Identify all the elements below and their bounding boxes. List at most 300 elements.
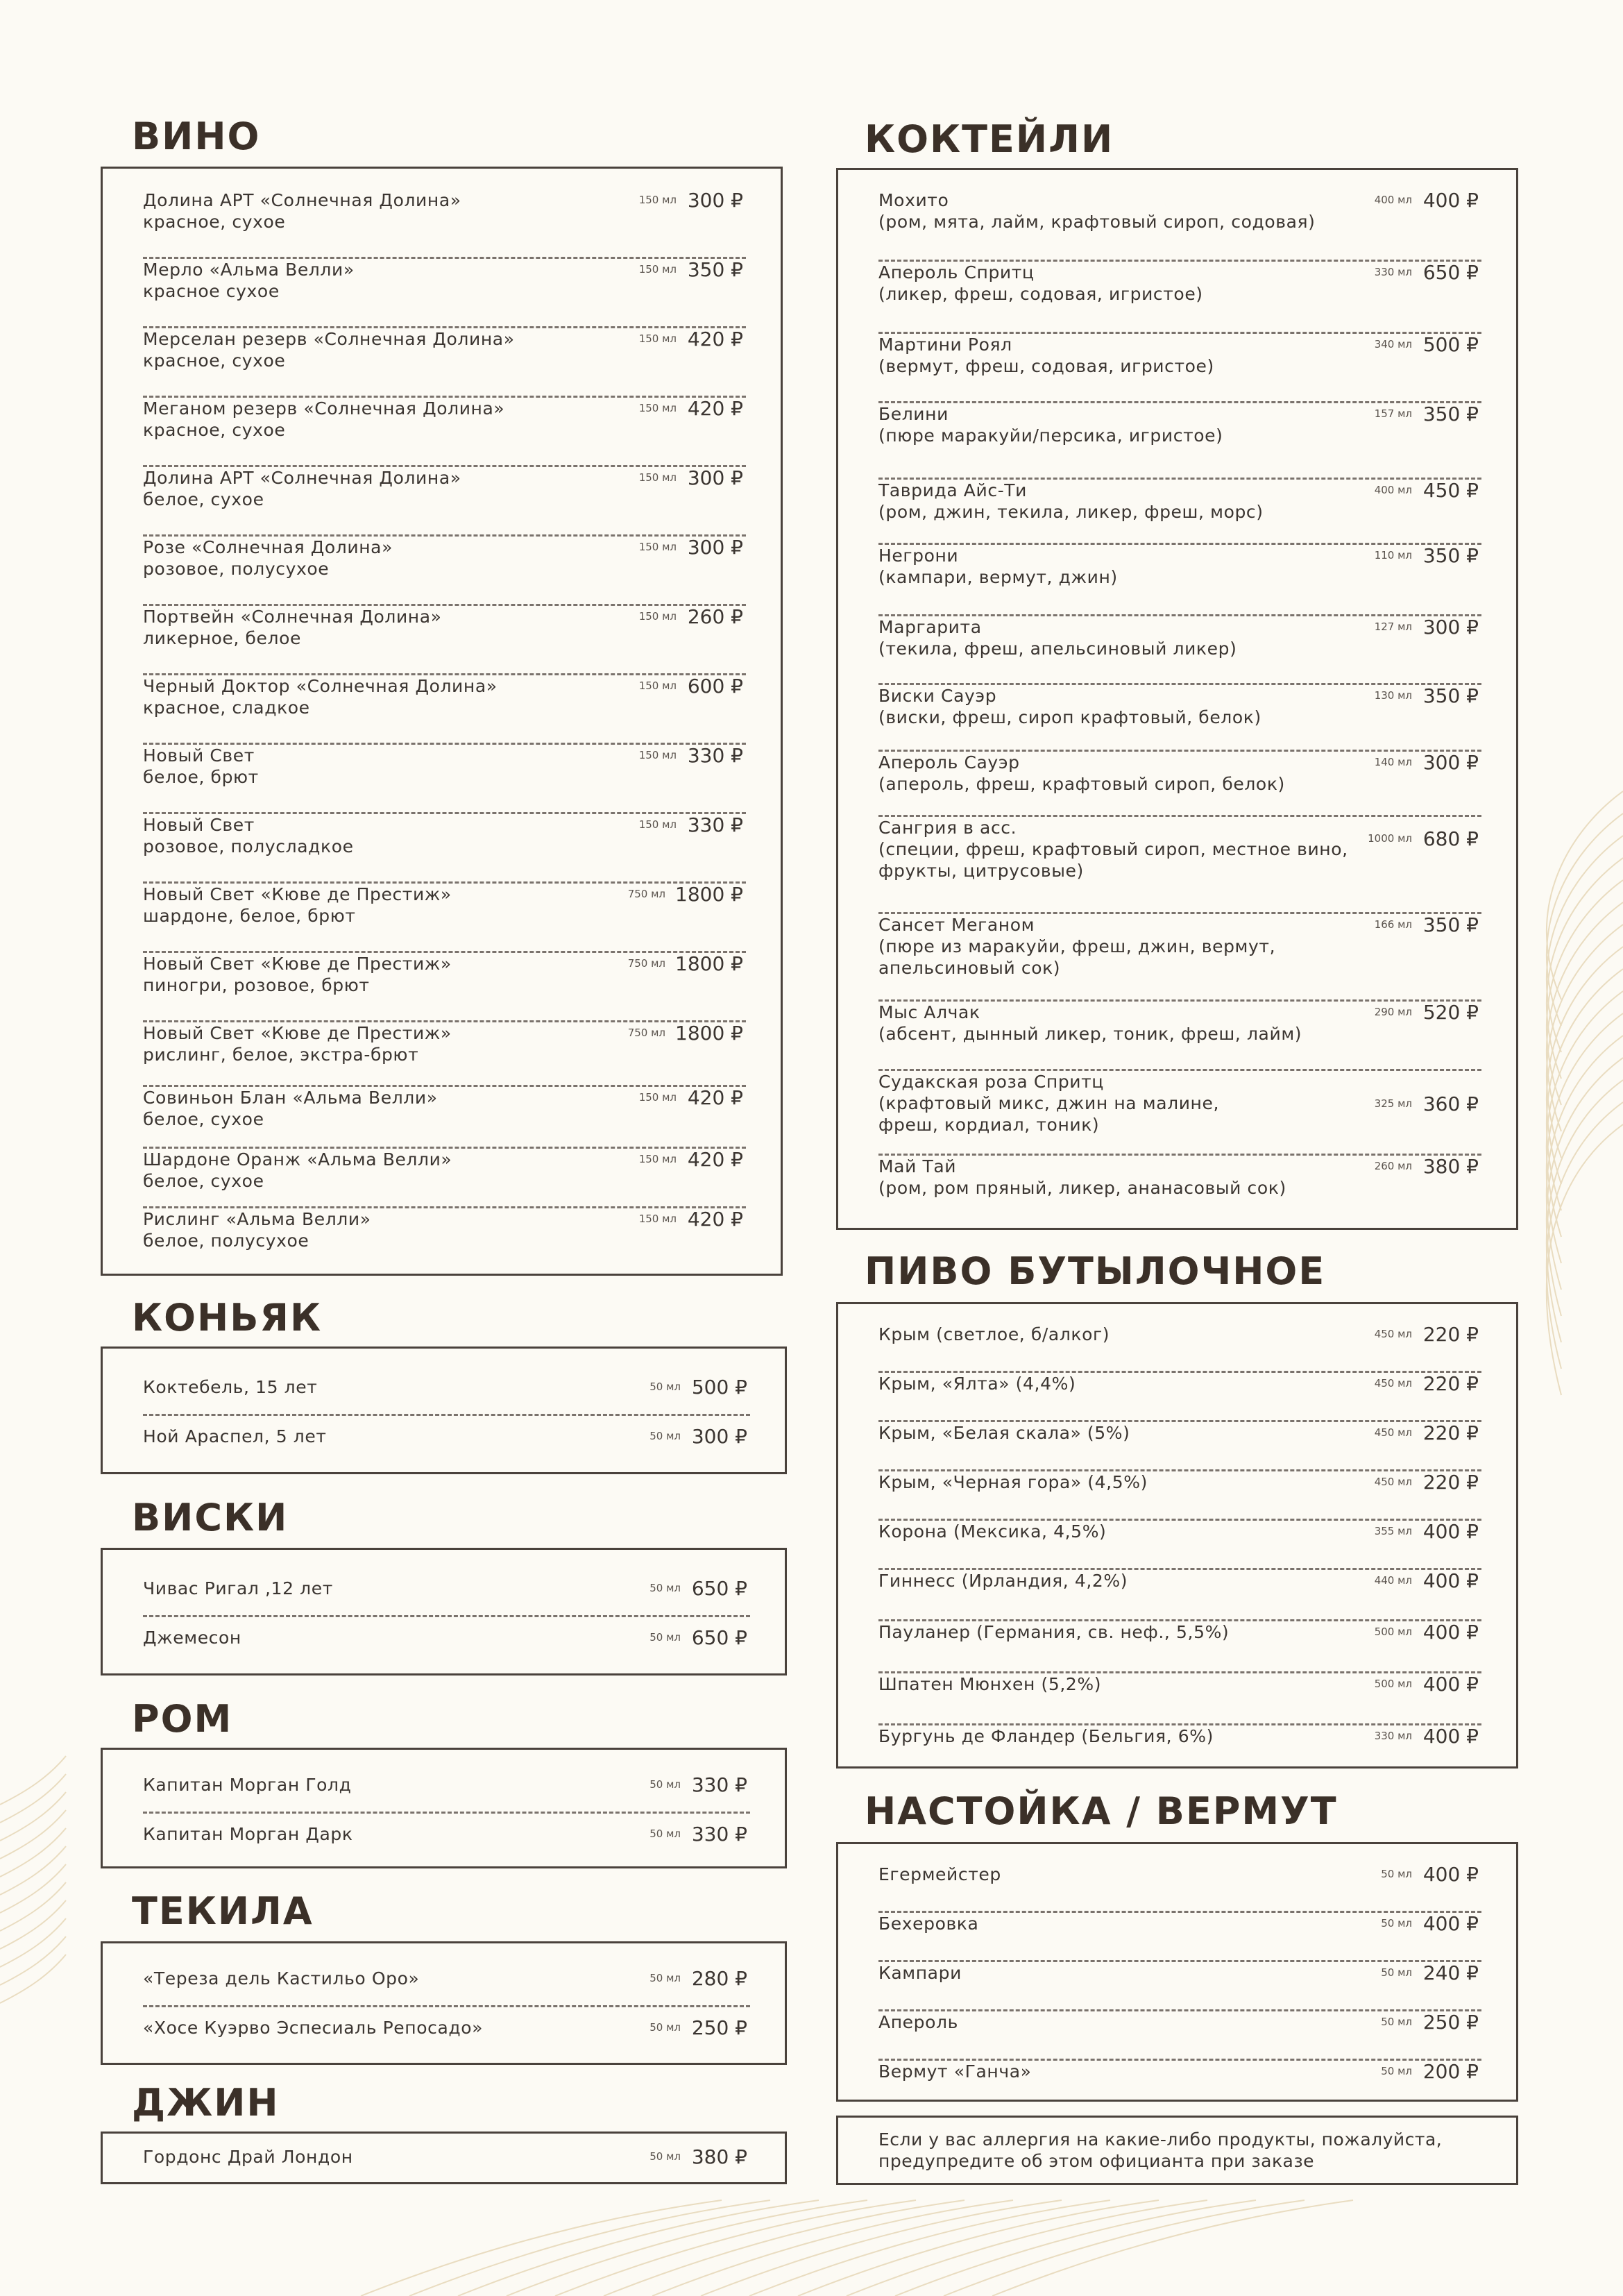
tincture-item-info <box>878 2011 1381 2033</box>
item-name: Сансет Меганом <box>878 915 1035 935</box>
item-volume: 500 мл <box>1374 1626 1412 1638</box>
item-volume: 400 мл <box>1374 484 1412 496</box>
cocktails-item-info <box>878 685 1375 728</box>
beer-item-info <box>878 1324 1375 1345</box>
item-name: Егермейстер <box>878 1864 1001 1884</box>
item-price: 350 ₽ <box>1422 684 1479 707</box>
item-description: белое, брют <box>143 767 259 787</box>
item-price: 250 ₽ <box>1422 2011 1479 2034</box>
wine-item <box>103 1208 781 1264</box>
item-description: (крафтовый микс, джин на малине, фреш, кордиал, тоник) <box>878 1093 1220 1135</box>
cocktails-item-info <box>878 752 1375 795</box>
item-price: 240 ₽ <box>1422 1961 1479 1984</box>
wine-item <box>103 1087 781 1149</box>
tequila-item-info <box>143 1968 649 1989</box>
item-name: Виски Сауэр <box>878 686 997 706</box>
cocktails-item <box>838 480 1516 545</box>
item-name: Крым, «Ялта» (4,4%) <box>878 1374 1076 1394</box>
cocktails-item <box>838 403 1516 480</box>
cognac-item <box>103 1426 785 1460</box>
item-volume: 50 мл <box>649 1631 681 1644</box>
item-price: 420 ₽ <box>687 397 743 420</box>
item-volume: 50 мл <box>1381 1868 1412 1880</box>
item-name: Май Тай <box>878 1156 957 1176</box>
item-volume: 50 мл <box>649 2150 681 2163</box>
item-price: 500 ₽ <box>691 1376 747 1399</box>
item-description: белое, сухое <box>143 1109 264 1129</box>
item-name: Чивас Ригал ,12 лет <box>143 1578 333 1598</box>
tequila-item-info <box>143 2017 649 2038</box>
wine-item <box>103 953 781 1022</box>
cocktails-title: КОКТЕЙЛИ <box>865 117 1114 161</box>
gin-title: ДЖИН <box>132 2081 280 2125</box>
item-volume: 150 мл <box>638 749 677 761</box>
item-volume: 150 мл <box>638 1153 677 1165</box>
item-name: Бехеровка <box>878 1914 979 1934</box>
wine-item <box>103 537 781 606</box>
item-name: Крым, «Белая скала» (5%) <box>878 1423 1130 1443</box>
wine-title: ВИНО <box>132 115 261 158</box>
item-price: 400 ₽ <box>1422 1725 1479 1748</box>
cocktails-item <box>838 817 1516 914</box>
item-price: 350 ₽ <box>1422 913 1479 936</box>
cocktails-item-info <box>878 1002 1375 1045</box>
cognac-item-info <box>143 1426 649 1447</box>
whisky-item-info <box>143 1578 649 1599</box>
item-name: Капитан Морган Голд <box>143 1775 352 1795</box>
item-name: Судакская роза Спритц <box>878 1072 1104 1092</box>
item-description: (вермут, фреш, содовая, игристое) <box>878 356 1214 376</box>
item-name: Черный Доктор «Солнечная Долина» <box>143 676 498 696</box>
item-price: 1800 ₽ <box>675 1022 743 1045</box>
item-volume: 150 мл <box>638 332 677 345</box>
item-name: Гиннесс (Ирландия, 4,2%) <box>878 1571 1128 1591</box>
item-name: Крым (светлое, б/алког) <box>878 1324 1110 1344</box>
item-price: 220 ₽ <box>1422 1421 1479 1444</box>
item-price: 380 ₽ <box>691 2145 747 2168</box>
item-price: 350 ₽ <box>687 258 743 281</box>
item-description: (пюре из маракуйи, фреш, джин, вермут, апельсиновый сок) <box>878 936 1276 978</box>
wine-item-info <box>143 884 628 927</box>
item-volume: 50 мл <box>1381 1917 1412 1930</box>
item-description: пиногри, розовое, брют <box>143 975 370 995</box>
beer-item <box>838 1324 1516 1373</box>
cocktails-item <box>838 334 1516 403</box>
item-price: 300 ₽ <box>687 189 743 212</box>
item-volume: 130 мл <box>1374 689 1412 702</box>
rum-title: РОМ <box>132 1697 233 1741</box>
item-description: (специи, фреш, крафтовый сироп, местное вино, фрукты, цитрусовые) <box>878 839 1348 881</box>
item-volume: 1000 мл <box>1368 832 1412 845</box>
beer-list <box>836 1302 1518 1769</box>
item-volume: 330 мл <box>1374 266 1412 278</box>
beer-item <box>838 1725 1516 1760</box>
item-volume: 750 мл <box>627 957 666 970</box>
item-price: 520 ₽ <box>1422 1001 1479 1024</box>
tincture-item <box>838 2011 1516 2061</box>
rum-list <box>101 1748 787 1868</box>
beer-item-info <box>878 1570 1375 1592</box>
beer-item-info <box>878 1621 1375 1643</box>
item-volume: 127 мл <box>1374 621 1412 633</box>
cocktails-item <box>838 189 1516 262</box>
item-price: 600 ₽ <box>687 675 743 698</box>
beer-item <box>838 1521 1516 1570</box>
item-name: Джемесон <box>143 1628 241 1648</box>
item-volume: 400 мл <box>1374 194 1412 206</box>
item-description: белое, сухое <box>143 489 264 509</box>
cocktails-item-info <box>878 616 1375 659</box>
item-price: 650 ₽ <box>1422 261 1479 284</box>
item-description: (ром, ром пряный, ликер, ананасовый сок) <box>878 1178 1286 1198</box>
item-price: 300 ₽ <box>1422 616 1479 639</box>
item-name: Апероль Сауэр <box>878 752 1020 773</box>
item-description: розовое, полусладкое <box>143 836 354 856</box>
whisky-item-info <box>143 1627 649 1648</box>
item-name: Маргарита <box>878 617 982 637</box>
cocktails-list <box>836 168 1518 1230</box>
item-name: Корона (Мексика, 4,5%) <box>878 1521 1107 1542</box>
whisky-title: ВИСКИ <box>132 1496 289 1539</box>
wine-item-info <box>143 1149 639 1192</box>
item-name: Новый Свет <box>143 815 255 835</box>
wine-item-info <box>143 1208 639 1251</box>
item-name: Мартини Роял <box>878 335 1012 355</box>
item-name: «Хосе Куэрво Эспесиаль Репосадо» <box>143 2018 484 2038</box>
item-description: красное, сухое <box>143 351 286 371</box>
wine-item-info <box>143 467 639 510</box>
wine-item <box>103 1022 781 1087</box>
item-price: 200 ₽ <box>1422 2060 1479 2083</box>
item-volume: 50 мл <box>649 1582 681 1594</box>
item-price: 250 ₽ <box>691 2016 747 2039</box>
item-volume: 500 мл <box>1374 1678 1412 1690</box>
item-price: 450 ₽ <box>1422 479 1479 502</box>
item-volume: 450 мл <box>1374 1377 1412 1390</box>
item-price: 220 ₽ <box>1422 1372 1479 1395</box>
beer-item-info <box>878 1725 1375 1747</box>
wine-item-info <box>143 189 639 233</box>
item-volume: 355 мл <box>1374 1525 1412 1537</box>
beer-item <box>838 1673 1516 1725</box>
item-price: 300 ₽ <box>687 466 743 489</box>
cognac-item <box>103 1376 785 1416</box>
item-name: Мохито <box>878 190 949 210</box>
item-volume: 150 мл <box>638 610 677 623</box>
item-description: (ликер, фреш, содовая, игристое) <box>878 284 1203 304</box>
beer-item-info <box>878 1422 1375 1444</box>
item-volume: 150 мл <box>638 194 677 206</box>
item-price: 680 ₽ <box>1422 827 1479 850</box>
item-description: красное, сладкое <box>143 698 310 718</box>
wine-item-info <box>143 1087 639 1130</box>
wine-item <box>103 259 781 328</box>
rum-item-info <box>143 1823 649 1845</box>
item-volume: 440 мл <box>1374 1574 1412 1587</box>
cocktails-item-info <box>878 914 1375 979</box>
item-price: 420 ₽ <box>687 1208 743 1231</box>
cocktails-item-info <box>878 189 1375 233</box>
item-name: Апероль <box>878 2012 958 2032</box>
gin-list <box>101 2132 787 2184</box>
item-description: рислинг, белое, экстра-брют <box>143 1045 419 1065</box>
wine-item-info <box>143 259 639 302</box>
item-name: Вермут «Ганча» <box>878 2061 1032 2082</box>
wine-item <box>103 1149 781 1208</box>
item-name: Негрони <box>878 546 959 566</box>
item-volume: 150 мл <box>638 679 677 692</box>
beer-item <box>838 1422 1516 1471</box>
beer-item-info <box>878 1521 1375 1542</box>
item-name: Бургунь де Фландер (Бельгия, 6%) <box>878 1726 1214 1746</box>
item-price: 360 ₽ <box>1422 1092 1479 1115</box>
item-price: 380 ₽ <box>1422 1155 1479 1178</box>
cocktails-item-info <box>878 1156 1375 1199</box>
item-name: Совиньон Блан «Альма Велли» <box>143 1088 438 1108</box>
item-volume: 325 мл <box>1374 1097 1412 1110</box>
item-description: красное, сухое <box>143 420 286 440</box>
item-volume: 450 мл <box>1374 1476 1412 1488</box>
item-name: Ной Араспел, 5 лет <box>143 1426 327 1446</box>
item-description: (виски, фреш, сироп крафтовый, белок) <box>878 707 1261 727</box>
tincture-item <box>838 1864 1516 1913</box>
whisky-item <box>103 1627 785 1662</box>
beer-item <box>838 1570 1516 1621</box>
rum-item <box>103 1823 785 1858</box>
item-volume: 150 мл <box>638 541 677 553</box>
item-description: красное сухое <box>143 281 280 301</box>
cocktails-item <box>838 545 1516 616</box>
item-volume: 50 мл <box>649 2021 681 2034</box>
wine-item-info <box>143 537 639 580</box>
item-name: Мыс Алчак <box>878 1002 980 1022</box>
item-price: 400 ₽ <box>1422 1520 1479 1543</box>
wine-list <box>101 167 783 1276</box>
wine-item <box>103 467 781 537</box>
rum-item-info <box>143 1774 649 1796</box>
beer-item-info <box>878 1673 1375 1695</box>
gin-item <box>103 2146 785 2177</box>
item-volume: 50 мл <box>1381 2065 1412 2077</box>
item-volume: 166 мл <box>1374 918 1412 931</box>
allergy-note: Если у вас аллергия на какие-либо продукты, пожалуйста, предупредите об этом официанта при заказе <box>878 2129 1443 2171</box>
beer-item-info <box>878 1373 1375 1394</box>
wine-item-info <box>143 814 639 857</box>
item-volume: 290 мл <box>1374 1006 1412 1018</box>
item-name: Новый Свет «Кюве де Престиж» <box>143 1023 452 1043</box>
wine-item <box>103 745 781 814</box>
item-description: красное, сухое <box>143 212 286 232</box>
cocktails-item <box>838 616 1516 685</box>
item-volume: 50 мл <box>1381 1966 1412 1979</box>
item-price: 650 ₽ <box>691 1577 747 1600</box>
wine-item <box>103 814 781 884</box>
item-description: белое, сухое <box>143 1171 264 1191</box>
cocktails-item-info <box>878 817 1368 881</box>
item-name: Кампари <box>878 1963 962 1983</box>
item-volume: 750 мл <box>627 888 666 900</box>
item-volume: 330 мл <box>1374 1730 1412 1742</box>
item-name: Капитан Морган Дарк <box>143 1824 353 1844</box>
cocktails-item <box>838 914 1516 1002</box>
item-volume: 750 мл <box>627 1027 666 1039</box>
item-name: Мерселан резерв «Солнечная Долина» <box>143 329 515 349</box>
item-name: Крым, «Черная гора» (4,5%) <box>878 1472 1148 1492</box>
item-price: 400 ₽ <box>1422 1569 1479 1592</box>
tincture-item <box>838 1913 1516 1962</box>
item-volume: 50 мл <box>649 1778 681 1791</box>
item-volume: 50 мл <box>649 1381 681 1393</box>
item-volume: 50 мл <box>649 1827 681 1840</box>
gin-item-info <box>143 2146 649 2168</box>
item-price: 300 ₽ <box>687 536 743 559</box>
tincture-list <box>836 1842 1518 2102</box>
beer-item-info <box>878 1471 1375 1493</box>
item-price: 350 ₽ <box>1422 544 1479 567</box>
item-price: 330 ₽ <box>691 1773 747 1796</box>
cocktails-item-info <box>878 480 1375 523</box>
wine-item <box>103 189 781 259</box>
item-price: 420 ₽ <box>687 1086 743 1109</box>
item-volume: 140 мл <box>1374 756 1412 768</box>
item-name: Долина АРТ «Солнечная Долина» <box>143 468 461 488</box>
beer-item <box>838 1373 1516 1422</box>
wine-item-info <box>143 398 639 441</box>
item-name: Гордонс Драй Лондон <box>143 2147 353 2167</box>
item-price: 260 ₽ <box>687 605 743 628</box>
cognac-item-info <box>143 1376 649 1398</box>
item-volume: 150 мл <box>638 471 677 484</box>
item-name: Портвейн «Солнечная Долина» <box>143 607 442 627</box>
item-description: (пюре маракуйи/персика, игристое) <box>878 425 1223 446</box>
tincture-item-info <box>878 1864 1381 1885</box>
item-price: 300 ₽ <box>1422 751 1479 774</box>
item-name: Таврида Айс-Ти <box>878 480 1028 500</box>
item-description: белое, полусухое <box>143 1231 309 1251</box>
wine-item <box>103 606 781 675</box>
item-name: Белини <box>878 404 949 424</box>
item-name: Новый Свет «Кюве де Престиж» <box>143 954 452 974</box>
item-description: (текила, фреш, апельсиновый ликер) <box>878 639 1237 659</box>
cognac-list <box>101 1347 787 1474</box>
item-volume: 50 мл <box>649 1430 681 1442</box>
cocktails-item-info <box>878 262 1375 305</box>
item-volume: 150 мл <box>638 263 677 276</box>
wine-item <box>103 884 781 953</box>
cocktails-item-info <box>878 403 1375 446</box>
item-name: Мерло «Альма Велли» <box>143 260 355 280</box>
wine-item <box>103 675 781 745</box>
item-volume: 50 мл <box>1381 2016 1412 2028</box>
item-volume: 260 мл <box>1374 1160 1412 1172</box>
tequila-list <box>101 1941 787 2065</box>
item-name: Апероль Спритц <box>878 262 1035 282</box>
item-price: 1800 ₽ <box>675 883 743 906</box>
tequila-title: ТЕКИЛА <box>132 1889 314 1933</box>
item-volume: 450 мл <box>1374 1426 1412 1439</box>
wine-item-info <box>143 745 639 788</box>
whisky-item <box>103 1578 785 1617</box>
item-volume: 157 мл <box>1374 407 1412 420</box>
item-price: 400 ₽ <box>1422 1673 1479 1696</box>
item-volume: 110 мл <box>1374 549 1412 562</box>
item-price: 300 ₽ <box>691 1425 747 1448</box>
wine-item <box>103 328 781 398</box>
item-description: (ром, джин, текила, ликер, фреш, морс) <box>878 502 1264 522</box>
item-price: 500 ₽ <box>1422 333 1479 356</box>
item-description: (кампари, вермут, джин) <box>878 567 1118 587</box>
item-price: 650 ₽ <box>691 1626 747 1649</box>
cocktails-item-info <box>878 334 1375 377</box>
item-volume: 150 мл <box>638 1091 677 1104</box>
rum-item <box>103 1774 785 1814</box>
item-name: Сангрия в асс. <box>878 818 1017 838</box>
item-volume: 150 мл <box>638 402 677 414</box>
item-name: Меганом резерв «Солнечная Долина» <box>143 398 505 419</box>
wine-item-info <box>143 328 639 371</box>
cocktails-item <box>838 1156 1516 1211</box>
item-price: 1800 ₽ <box>675 952 743 975</box>
tequila-item <box>103 2017 785 2052</box>
item-price: 400 ₽ <box>1422 189 1479 212</box>
item-name: Новый Свет «Кюве де Престиж» <box>143 884 452 904</box>
tincture-item <box>838 2061 1516 2095</box>
item-price: 400 ₽ <box>1422 1863 1479 1886</box>
cocktails-item-info <box>878 1071 1375 1136</box>
tincture-item <box>838 1962 1516 2011</box>
beer-item <box>838 1471 1516 1521</box>
item-name: «Тереза дель Кастильо Оро» <box>143 1968 420 1989</box>
tincture-item-info <box>878 2061 1381 2082</box>
item-volume: 340 мл <box>1374 338 1412 351</box>
item-volume: 50 мл <box>649 1972 681 1984</box>
cocktails-item <box>838 262 1516 334</box>
cocktails-item-info <box>878 545 1375 588</box>
item-volume: 150 мл <box>638 818 677 831</box>
cocktails-item <box>838 1071 1516 1156</box>
tincture-item-info <box>878 1962 1381 1984</box>
beer-title: ПИВО БУТЫЛОЧНОЕ <box>865 1249 1326 1293</box>
item-price: 220 ₽ <box>1422 1323 1479 1346</box>
item-name: Шпатен Мюнхен (5,2%) <box>878 1674 1102 1694</box>
item-price: 330 ₽ <box>687 813 743 836</box>
wine-item-info <box>143 953 628 996</box>
wine-item-info <box>143 606 639 649</box>
item-name: Шардоне Оранж «Альма Велли» <box>143 1149 452 1170</box>
item-price: 420 ₽ <box>687 1148 743 1171</box>
beer-item <box>838 1621 1516 1673</box>
item-price: 330 ₽ <box>691 1823 747 1846</box>
cognac-title: КОНЬЯК <box>132 1296 323 1340</box>
wine-item <box>103 398 781 467</box>
whisky-list <box>101 1548 787 1675</box>
item-name: Рислинг «Альма Велли» <box>143 1209 371 1229</box>
item-description: (апероль, фреш, крафтовый сироп, белок) <box>878 774 1285 794</box>
item-name: Коктебель, 15 лет <box>143 1377 318 1397</box>
allergy-note-box <box>836 2116 1518 2185</box>
item-name: Пауланер (Германия, св. неф., 5,5%) <box>878 1622 1230 1642</box>
cocktails-item <box>838 685 1516 752</box>
item-price: 350 ₽ <box>1422 403 1479 425</box>
cocktails-item <box>838 752 1516 817</box>
item-volume: 150 мл <box>638 1213 677 1225</box>
item-price: 220 ₽ <box>1422 1471 1479 1494</box>
tincture-title: НАСТОЙКА / ВЕРМУТ <box>865 1789 1338 1833</box>
item-price: 400 ₽ <box>1422 1621 1479 1644</box>
item-name: Долина АРТ «Солнечная Долина» <box>143 190 461 210</box>
wine-item-info <box>143 675 639 718</box>
tincture-item-info <box>878 1913 1381 1934</box>
